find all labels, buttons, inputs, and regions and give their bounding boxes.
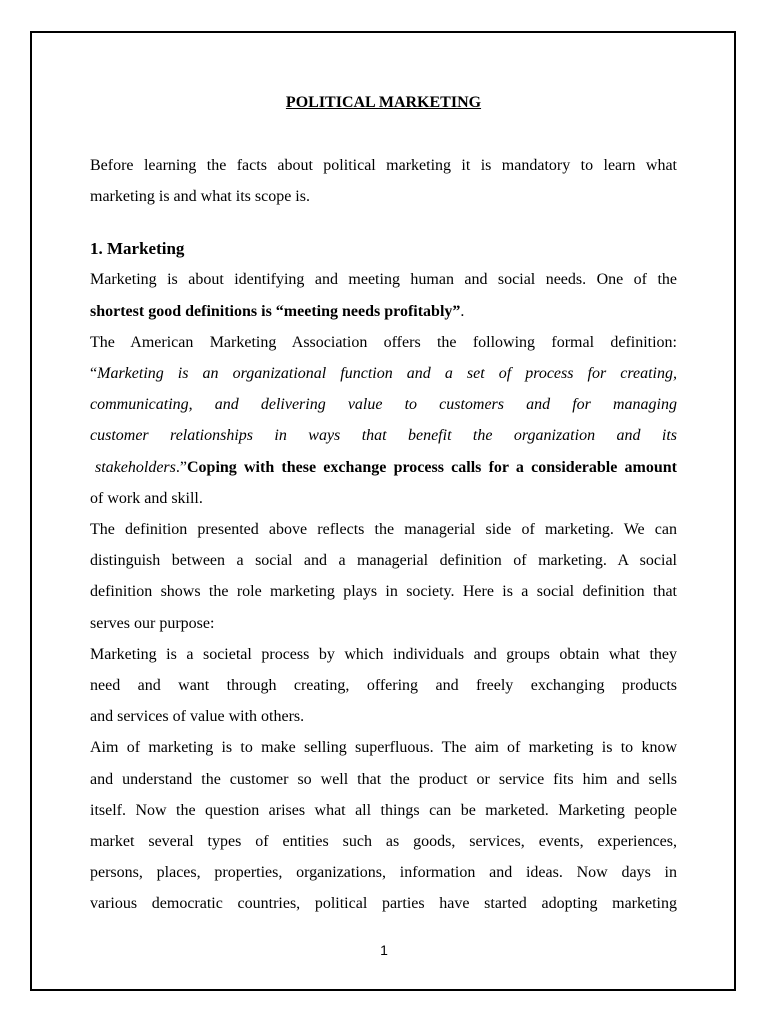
italic-text: Marketing is an organizational function and a set of process for creating, — [97, 365, 677, 382]
paragraph-line: definition shows the role marketing plays in society. Here is a social definition that — [90, 583, 677, 600]
paragraph-line: The definition presented above reflects the managerial side of marketing. We can — [90, 521, 677, 538]
paragraph-line: and services of value with others. — [90, 708, 305, 725]
paragraph-line: and understand the customer so well that the product or service fits him and sells — [90, 771, 677, 788]
italic-line: customer relationships in ways that benefit the organization and its — [90, 427, 677, 444]
text-span: .” — [175, 459, 187, 476]
paragraph-line — [90, 362, 677, 386]
paragraph-line: distinguish between a social and a managerial definition of marketing. A social — [90, 552, 677, 569]
text-span: . — [460, 303, 465, 320]
paragraph-line: Marketing is a societal process by which individuals and groups obtain what they — [90, 646, 677, 663]
paragraph-line: itself. Now the question arises what all things can be marketed. Marketing people — [90, 802, 677, 819]
italic-line: communicating, and delivering value to customers and for managing — [90, 396, 677, 413]
bold-text: Coping with these exchange process calls for a considerable amount — [186, 459, 677, 476]
document-title: POLITICAL MARKETING — [285, 94, 482, 111]
paragraph-line: Aim of marketing is to make selling superfluous. The aim of marketing is to know — [90, 739, 677, 756]
intro-line: Before learning the facts about political marketing it is mandatory to learn what — [90, 157, 677, 174]
paragraph-line: persons, places, properties, organizations, information and ideas. Now days in — [90, 864, 677, 881]
paragraph-line — [90, 300, 677, 324]
page-number: 1 — [380, 942, 388, 958]
paragraph-line — [90, 456, 677, 480]
paragraph-line: Marketing is about identifying and meeting human and social needs. One of the — [90, 271, 677, 288]
paragraph-line: various democratic countries, political parties have started adopting marketing — [90, 895, 677, 912]
paragraph-line: need and want through creating, offering and freely exchanging products — [90, 677, 677, 694]
bold-text: shortest good definitions is “meeting needs profitably” — [90, 303, 461, 320]
paragraph-line: market several types of entities such as goods, services, events, experiences, — [90, 833, 677, 850]
paragraph-line: The American Marketing Association offers the following formal definition: — [90, 334, 677, 351]
italic-text: stakeholders — [95, 459, 176, 476]
paragraph-line: of work and skill. — [90, 490, 203, 507]
quote-mark: “ — [90, 365, 98, 382]
paragraph-line: serves our purpose: — [90, 615, 215, 632]
section-heading: 1. Marketing — [90, 239, 185, 258]
intro-line: marketing is and what its scope is. — [90, 188, 310, 205]
